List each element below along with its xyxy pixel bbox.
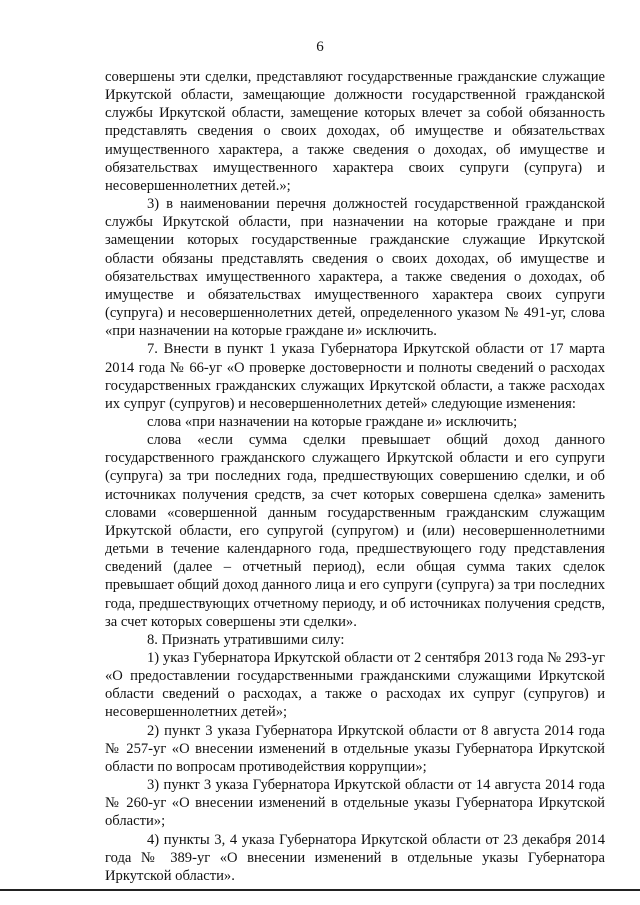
paragraph-10: 4) пункты 3, 4 указа Губернатора Иркутской области от 23 декабря 2014 года № 389-уг «О внесении изменений в отдельные указы Губернатора Иркутской области». bbox=[105, 831, 605, 884]
paragraph-4: слова «при назначении на которые граждане и» исключить; bbox=[147, 413, 518, 430]
paragraph-9: 3) пункт 3 указа Губернатора Иркутской области от 14 августа 2014 года № 260-уг «О внесении изменений в отдельные указы Губернатора Иркутской области»; bbox=[105, 777, 605, 830]
document-body bbox=[105, 68, 605, 885]
paragraph-3: 7. Внести в пункт 1 указа Губернатора Иркутской области от 17 марта 2014 года № 66-уг «О проверке достоверности и полноты сведений о расходах государственных гражданских служащих Иркутской области, а также расходах их супруг (супругов) и несовершеннолетних детей» следующие изменения: bbox=[105, 341, 605, 412]
paragraph-8: 2) пункт 3 указа Губернатора Иркутской области от 8 августа 2014 года № 257-уг «О внесении изменений в отдельные указы Губернатора Иркутской области по вопросам противодействия коррупции»; bbox=[105, 722, 605, 775]
page-number: 6 bbox=[316, 39, 324, 55]
paragraph-2: 3) в наименовании перечня должностей государственной гражданской службы Иркутской области, при назначении на которые граждане и при замещении которых государственные гражданские служащие Иркутской области обязаны представлять сведения о своих доходах, об имуществе и обязательствах имущественного характера, а также сведения о доходах, об имуществе и обязательствах имущественного характера своих супруги (супруга) и несовершеннолетних детей, определенного указом № 491-уг, слова «при назначении на которые граждане и» исключить. bbox=[105, 196, 605, 340]
paragraph-1: совершены эти сделки, представляют государственные гражданские служащие Иркутской области, замещающие должности государственной гражданской службы Иркутской области, замещение которых влечет за собой обязанность представлять сведения о своих доходах, об имуществе и обязательствах имущественного характера, а также сведения о доходах, об имуществе и обязательствах имущественного характера своих супруги (супруга) и несовершеннолетних детей.»; bbox=[105, 69, 605, 194]
scan-bottom-edge bbox=[0, 889, 640, 891]
paragraph-5: слова «если сумма сделки превышает общий доход данного государственного гражданского служащего Иркутской области и его супруги (супруга) за три последних года, предшествующих совершению сделки, и об источниках получения средств, за счет которых совершена сделка» заменить словами «совершенной данным государственным гражданским служащим Иркутской области, его супругой (супругом) и (или) несовершеннолетними детьми в течение календарного года, предшествующего году представления сведений (далее – отчетный период), если общая сумма таких сделок превышает общий доход данного лица и его супруги (супруга) за три последних года, предшествующих отчетному периоду, и об источниках получения средств, за счет которых совершены эти сделки». bbox=[105, 432, 605, 630]
paragraph-7: 1) указ Губернатора Иркутской области от 2 сентября 2013 года № 293-уг «О предоставлении государственными гражданскими служащими Иркутской области сведений о расходах, а также о расходах их супруг (супругов) и несовершеннолетних детей»; bbox=[105, 650, 605, 721]
paragraph-6: 8. Признать утратившими силу: bbox=[147, 631, 345, 648]
